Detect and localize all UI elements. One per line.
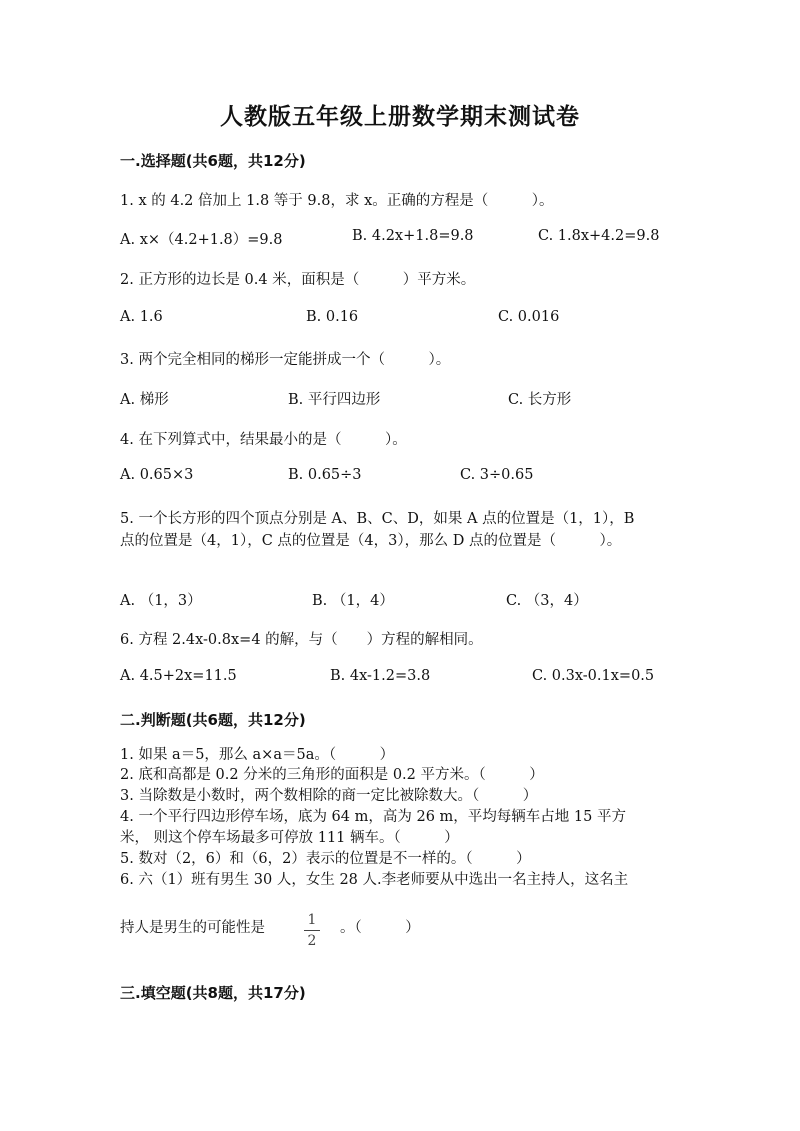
- judgment-line: 5. 数对（2，6）和（6，2）表示的位置是不一样的。（ ）: [120, 851, 531, 867]
- fraction: [302, 912, 322, 949]
- option-b: B. 0.65÷3: [288, 467, 362, 483]
- judgment-line-tail: 持人是男生的可能性是: [120, 920, 265, 936]
- fraction-numerator: 1: [307, 912, 317, 928]
- page-title: 人教版五年级上册数学期末测试卷: [220, 104, 580, 130]
- judgment-line: 3. 当除数是小数时，两个数相除的商一定比被除数大。（ ）: [120, 788, 538, 804]
- question-stem-continued: 点的位置是（4，1），C 点的位置是（4，3），那么 D 点的位置是（ ）。: [120, 533, 622, 549]
- option-c: C. 0.3x-0.1x=0.5: [532, 668, 655, 684]
- option-b: B. 0.16: [306, 309, 359, 325]
- judgment-line: 4. 一个平行四边形停车场，底为 64 m，高为 26 m，平均每辆车占地 15 平方: [120, 809, 626, 825]
- question-stem: 5. 一个长方形的四个顶点分别是 A、B、C、D，如果 A 点的位置是（1，1），B: [120, 511, 635, 527]
- judgment-line: 6. 六（1）班有男生 30 人，女生 28 人.李老师要从中选出一名主持人，这名主: [120, 872, 629, 888]
- question-stem: 1. x 的 4.2 倍加上 1.8 等于 9.8，求 x。正确的方程是（ ）。: [120, 193, 554, 209]
- option-row: [120, 668, 680, 690]
- judgment-line-tail-end: 。（ ）: [340, 920, 420, 936]
- option-b: B. 4x-1.2=3.8: [330, 668, 431, 684]
- option-a: A. 0.65×3: [120, 467, 194, 483]
- fraction-bar: [304, 930, 320, 931]
- section-heading-judgment: 二.判断题(共6题，共12分): [120, 711, 306, 729]
- question-stem: 2. 正方形的边长是 0.4 米，面积是（ ）平方米。: [120, 272, 476, 288]
- option-c: C. （3，4）: [506, 593, 588, 609]
- option-row: [120, 309, 680, 331]
- question-stem: 3. 两个完全相同的梯形一定能拼成一个（ ）。: [120, 352, 451, 368]
- fraction-denominator: 2: [307, 933, 317, 949]
- option-c: C. 1.8x+4.2=9.8: [538, 228, 660, 244]
- option-row: [120, 228, 680, 250]
- option-b: B. 平行四边形: [288, 392, 381, 408]
- question-stem: 4. 在下列算式中，结果最小的是（ ）。: [120, 432, 407, 448]
- option-row: [120, 589, 680, 611]
- option-a: A. （1，3）: [120, 593, 202, 609]
- option-c: C. 3÷0.65: [460, 467, 534, 483]
- option-c: C. 长方形: [508, 392, 572, 408]
- option-a: A. 4.5+2x=11.5: [120, 668, 237, 684]
- section-heading-choice: 一.选择题(共6题，共12分): [120, 152, 306, 170]
- option-row: [120, 467, 680, 489]
- judgment-line: 2. 底和高都是 0.2 分米的三角形的面积是 0.2 平方米。（ ）: [120, 767, 544, 783]
- option-c: C. 0.016: [498, 309, 560, 325]
- option-a: A. 梯形: [120, 392, 169, 408]
- option-a: A. 1.6: [120, 309, 163, 325]
- judgment-line: 米， 则这个停车场最多可停放 111 辆车。（ ）: [120, 830, 459, 846]
- option-b: B. （1，4）: [312, 593, 394, 609]
- section-heading-fill: 三.填空题(共8题，共17分): [120, 984, 306, 1002]
- option-a: A. x×（4.2+1.8）=9.8: [120, 232, 283, 248]
- judgment-line: 1. 如果 a＝5，那么 a×a＝5a。（ ）: [120, 747, 395, 763]
- option-b: B. 4.2x+1.8=9.8: [352, 228, 474, 244]
- question-stem: 6. 方程 2.4x-0.8x=4 的解，与（ ）方程的解相同。: [120, 632, 483, 648]
- option-row: [120, 388, 680, 410]
